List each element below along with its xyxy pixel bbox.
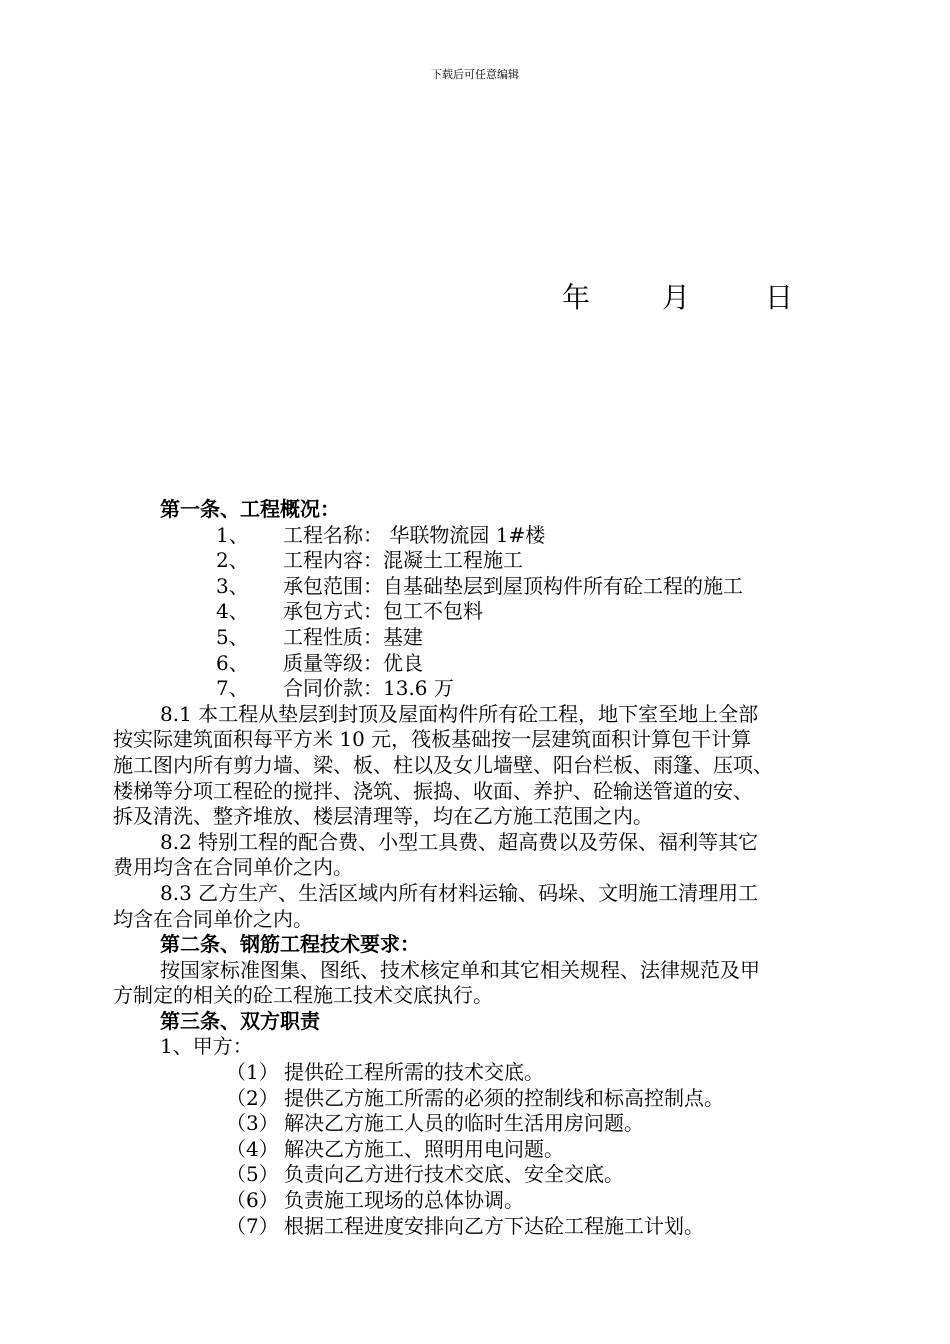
clause-8-2-line: 费用均含在合同单价之内。 [113,855,353,880]
party-a-duty [113,1111,863,1137]
article1-heading: 第一条、工程概况： [160,497,340,521]
clause-8-2-line: 8.2 特别工程的配合费、小型工具费、超高费以及劳保、福利等其它 [160,829,759,854]
header-note: 下载后可任意编辑 [431,68,519,81]
article1-item [113,523,863,549]
party-a-duty [113,1060,863,1086]
clause-8-1-line: 施工图内所有剪力墙、梁、板、柱以及女儿墙壁、阳台栏板、雨篷、压项、 [113,752,773,777]
clause-8-3-line: 8.3 乙方生产、生活区域内所有材料运输、码垛、文明施工清理用工 [160,880,759,905]
item-number: 6、 [216,650,249,675]
duty-text: 根据工程进度安排向乙方下达砼工程施工计划。 [284,1213,704,1238]
item-text: 质量等级：优良 [283,650,423,675]
item-text: 承包方式：包工不包料 [283,599,483,624]
duty-number: （2） [226,1085,279,1110]
duty-text: 负责施工现场的总体协调。 [284,1188,524,1213]
party-a-duty [113,1214,863,1240]
party-a-label: 1、甲方： [160,1034,253,1059]
item-text: 合同价款：13.6 万 [283,676,454,701]
party-a-duty [113,1188,863,1214]
article1-item [113,574,863,600]
article1-item [113,651,863,677]
duty-number: （5） [226,1162,279,1187]
clause-8-1-line: 8.1 本工程从垫层到封顶及屋面构件所有砼工程，地下室至地上全部 [160,701,759,726]
article2-body-line: 按国家标准图集、图纸、技术核定单和其它相关规程、法律规范及甲 [160,957,760,982]
article1-item [113,548,863,574]
item-text: 工程名称： 华联物流园 1#楼 [283,522,546,547]
clause-8-1-line: 楼梯等分项工程砼的搅拌、浇筑、振捣、收面、养护、砼输送管道的安、 [113,778,753,803]
document-body [113,497,863,1239]
duty-number: （3） [226,1111,279,1136]
duty-number: （7） [226,1213,279,1238]
party-a-duty [113,1162,863,1188]
date-day: 日 [765,281,794,314]
date-year: 年 [562,281,591,314]
duty-number: （1） [226,1060,279,1085]
item-number: 1、 [216,522,249,547]
item-number: 4、 [216,599,249,624]
clause-8-3-line: 均含在合同单价之内。 [113,906,313,931]
item-number: 3、 [216,573,249,598]
item-number: 7、 [216,676,249,701]
item-number: 5、 [216,624,249,649]
clause-8-1-line: 按实际建筑面积每平方米 10 元，筏板基础按一层建筑面积计算包干计算 [113,727,752,752]
party-a-duty [113,1137,863,1163]
duty-text: 提供砼工程所需的技术交底。 [284,1060,544,1085]
item-text: 工程内容：混凝土工程施工 [283,548,523,573]
duty-text: 提供乙方施工所需的必须的控制线和标高控制点。 [284,1085,724,1110]
duty-number: （6） [226,1188,279,1213]
item-number: 2、 [216,548,249,573]
duty-number: （4） [226,1136,279,1161]
article1-item [113,676,863,702]
article3-heading: 第三条、双方职责 [160,1008,320,1033]
duty-text: 解决乙方施工人员的临时生活用房问题。 [284,1111,644,1136]
article1-item [113,625,863,651]
item-text: 工程性质：基建 [283,624,423,649]
party-a-duty [113,1086,863,1112]
article2-heading: 第二条、钢筋工程技术要求： [160,932,420,957]
clause-8-1-line: 拆及清洗、整齐堆放、楼层清理等，均在乙方施工范围之内。 [113,804,653,829]
item-text: 承包范围：自基础垫层到屋顶构件所有砼工程的施工 [283,573,743,598]
duty-text: 负责向乙方进行技术交底、安全交底。 [284,1162,624,1187]
duty-text: 解决乙方施工、照明用电问题。 [284,1136,564,1161]
date-month: 月 [662,281,691,314]
article1-item [113,599,863,625]
article2-body-line: 方制定的相关的砼工程施工技术交底执行。 [113,983,493,1008]
